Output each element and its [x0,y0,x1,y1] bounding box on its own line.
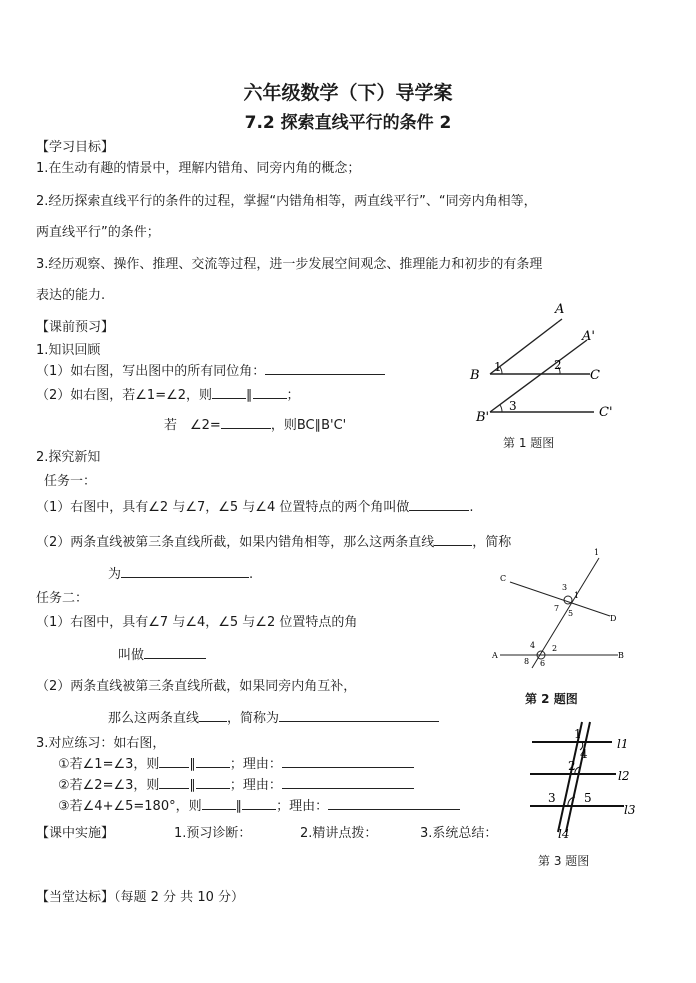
answer-blank[interactable] [121,565,249,578]
fig3-angle-3: 3 [548,791,556,805]
target-section [36,886,244,905]
fig2-angle-6: 6 [540,659,546,668]
then-text: 那么这两条直线 [108,711,200,726]
task1-q1-text: （1）右图中，具有∠2 与∠7，∠5 与∠4 位置特点的两个角叫做 [36,500,410,515]
fig3-angle-1: 1 [574,727,582,741]
task2-q1-cont [118,646,206,665]
fig2-angle-3: 3 [562,583,568,592]
fig2-angle-8: 8 [524,657,530,666]
fig1-label-B: B [470,368,480,383]
review-q1-text: （1）如右图，写出图中的所有同位角： [36,364,266,379]
page-title: 六年级数学（下）导学案 [243,82,453,104]
objectives-heading: 【学习目标】 [36,140,115,155]
fig2-label-1-top: 1 [594,548,600,557]
answer-blank[interactable] [212,386,246,399]
practice-2 [58,776,414,795]
fig1-angle-3: 3 [509,399,517,413]
fig1-label-B-prime: B' [476,410,490,425]
fig2-angle-5: 5 [568,609,574,618]
abbr-text: ，简称为 [227,711,280,726]
answer-blank[interactable] [409,498,469,511]
answer-blank[interactable] [221,416,271,429]
task1-heading: 任务一： [44,474,97,489]
parallel-symbol: ∥ [189,778,196,793]
punct: ； [286,388,300,403]
practice-title: 3.对应练习：如右图， [36,736,166,751]
answer-blank[interactable] [159,776,189,789]
objective-2-cont: 两直线平行”的条件； [36,225,160,240]
task1-q2-cont [108,565,253,584]
task1-q2-text: （2）两条直线被第三条直线所截，如果内错角相等，那么这两条直线 [36,535,435,550]
answer-blank[interactable] [196,755,230,768]
reason-label: ；理由： [276,799,329,814]
answer-blank[interactable] [159,755,189,768]
practice-3 [58,797,460,816]
fig3-label-l2: l2 [618,769,630,783]
answer-blank[interactable] [328,797,460,810]
inclass-item-3: 3.系统总结： [420,826,498,841]
fig2-angle-4: 4 [530,641,536,650]
page-subtitle: 7.2 探索直线平行的条件 2 [244,113,452,133]
answer-blank[interactable] [242,797,276,810]
task1-q2 [36,533,511,552]
fig1-label-C-prime: C' [599,405,613,420]
preview-heading: 【课前预习】 [36,320,115,335]
figure-2 [488,548,636,672]
figure-3-caption: 第 3 题图 [538,854,590,868]
figure-1-caption: 第 1 题图 [503,436,555,450]
target-note: （每题 2 分 共 10 分） [114,890,244,905]
fig1-label-C: C [590,368,600,383]
answer-blank[interactable] [279,709,439,722]
answer-blank[interactable] [196,776,230,789]
objective-1: 1.在生动有趣的情景中，理解内错角、同旁内角的概念； [36,161,361,176]
practice-1-text: ①若∠1=∠3，则 [58,757,160,772]
fig1-angle-2: 2 [554,358,562,372]
task1-q2-end: ，简称 [472,535,512,550]
fig2-label-D: D [610,614,617,623]
fig2-angle-2: 2 [552,644,558,653]
practice-1 [58,755,414,774]
review-title: 1.知识回顾 [36,343,101,358]
reason-label: ；理由： [229,757,282,772]
reason-label: ；理由： [229,778,282,793]
inclass-heading: 【课中实施】 [36,826,115,841]
for-text: 为 [108,567,122,582]
task2-q2-cont [108,709,439,728]
inclass-item-1: 1.预习诊断： [174,826,252,841]
fig2-label-A: A [492,651,498,660]
figure-1 [462,298,652,430]
objective-3-cont: 表达的能力. [36,288,106,303]
parallel-symbol: ∥ [235,799,243,814]
punct: . [469,500,474,515]
answer-blank[interactable] [253,386,287,399]
fig1-label-A-prime: A' [582,329,595,344]
objective-2: 2.经历探索直线平行的条件的过程，掌握“内错角相等，两直线平行”、“同旁内角相等， [36,194,537,209]
answer-blank[interactable] [202,797,236,810]
task2-q2: （2）两条直线被第三条直线所截，如果同旁内角互补， [36,679,357,694]
review-q2b-text: 若 ∠2= [164,418,221,433]
fig3-label-l3: l3 [624,803,636,817]
punct: . [249,567,254,582]
fig3-label-l1: l1 [617,737,629,751]
explore-title: 2.探究新知 [36,450,101,465]
fig2-label-C: C [500,574,507,583]
task1-q1 [36,498,474,517]
fig3-label-l4: l4 [558,827,570,841]
answer-blank[interactable] [282,776,414,789]
target-heading: 【当堂达标】 [36,890,115,905]
review-q2b-end: ，则BC∥B'C' [270,418,347,433]
review-q2a-text: （2）如右图，若∠1=∠2，则 [36,388,213,403]
task2-heading: 任务二： [36,591,89,606]
inclass-item-2: 2.精讲点拨： [300,826,378,841]
task2-q1: （1）右图中，具有∠7 与∠4，∠5 与∠2 位置特点的角 [36,615,358,630]
fig3-angle-4: 4 [580,747,588,761]
call-text: 叫做 [118,648,145,663]
answer-blank[interactable] [199,709,227,722]
practice-2-text: ②若∠2=∠3，则 [58,778,160,793]
parallel-symbol: ∥ [189,757,196,772]
fig1-angle-1: 1 [494,360,502,374]
fig2-angle-1: 1 [574,591,580,600]
figure-3 [520,718,642,844]
answer-blank[interactable] [265,362,385,375]
objective-3: 3.经历观察、操作、推理、交流等过程，进一步发展空间观念、推理能力和初步的有条理 [36,257,543,272]
fig1-label-A: A [555,302,565,317]
fig3-angle-5: 5 [584,791,592,805]
fig2-label-B: B [618,651,624,660]
answer-blank[interactable] [282,755,414,768]
answer-blank[interactable] [434,533,472,546]
figure-2-caption: 第 2 题图 [525,692,578,706]
fig2-angle-7: 7 [554,604,560,613]
practice-3-text: ③若∠4+∠5=180°，则 [58,799,202,814]
review-q1 [36,362,385,381]
fig3-angle-2: 2 [568,759,576,773]
parallel-symbol: ∥ [246,388,253,403]
review-q2b [164,416,346,435]
answer-blank[interactable] [144,646,206,659]
review-q2a [36,386,300,405]
